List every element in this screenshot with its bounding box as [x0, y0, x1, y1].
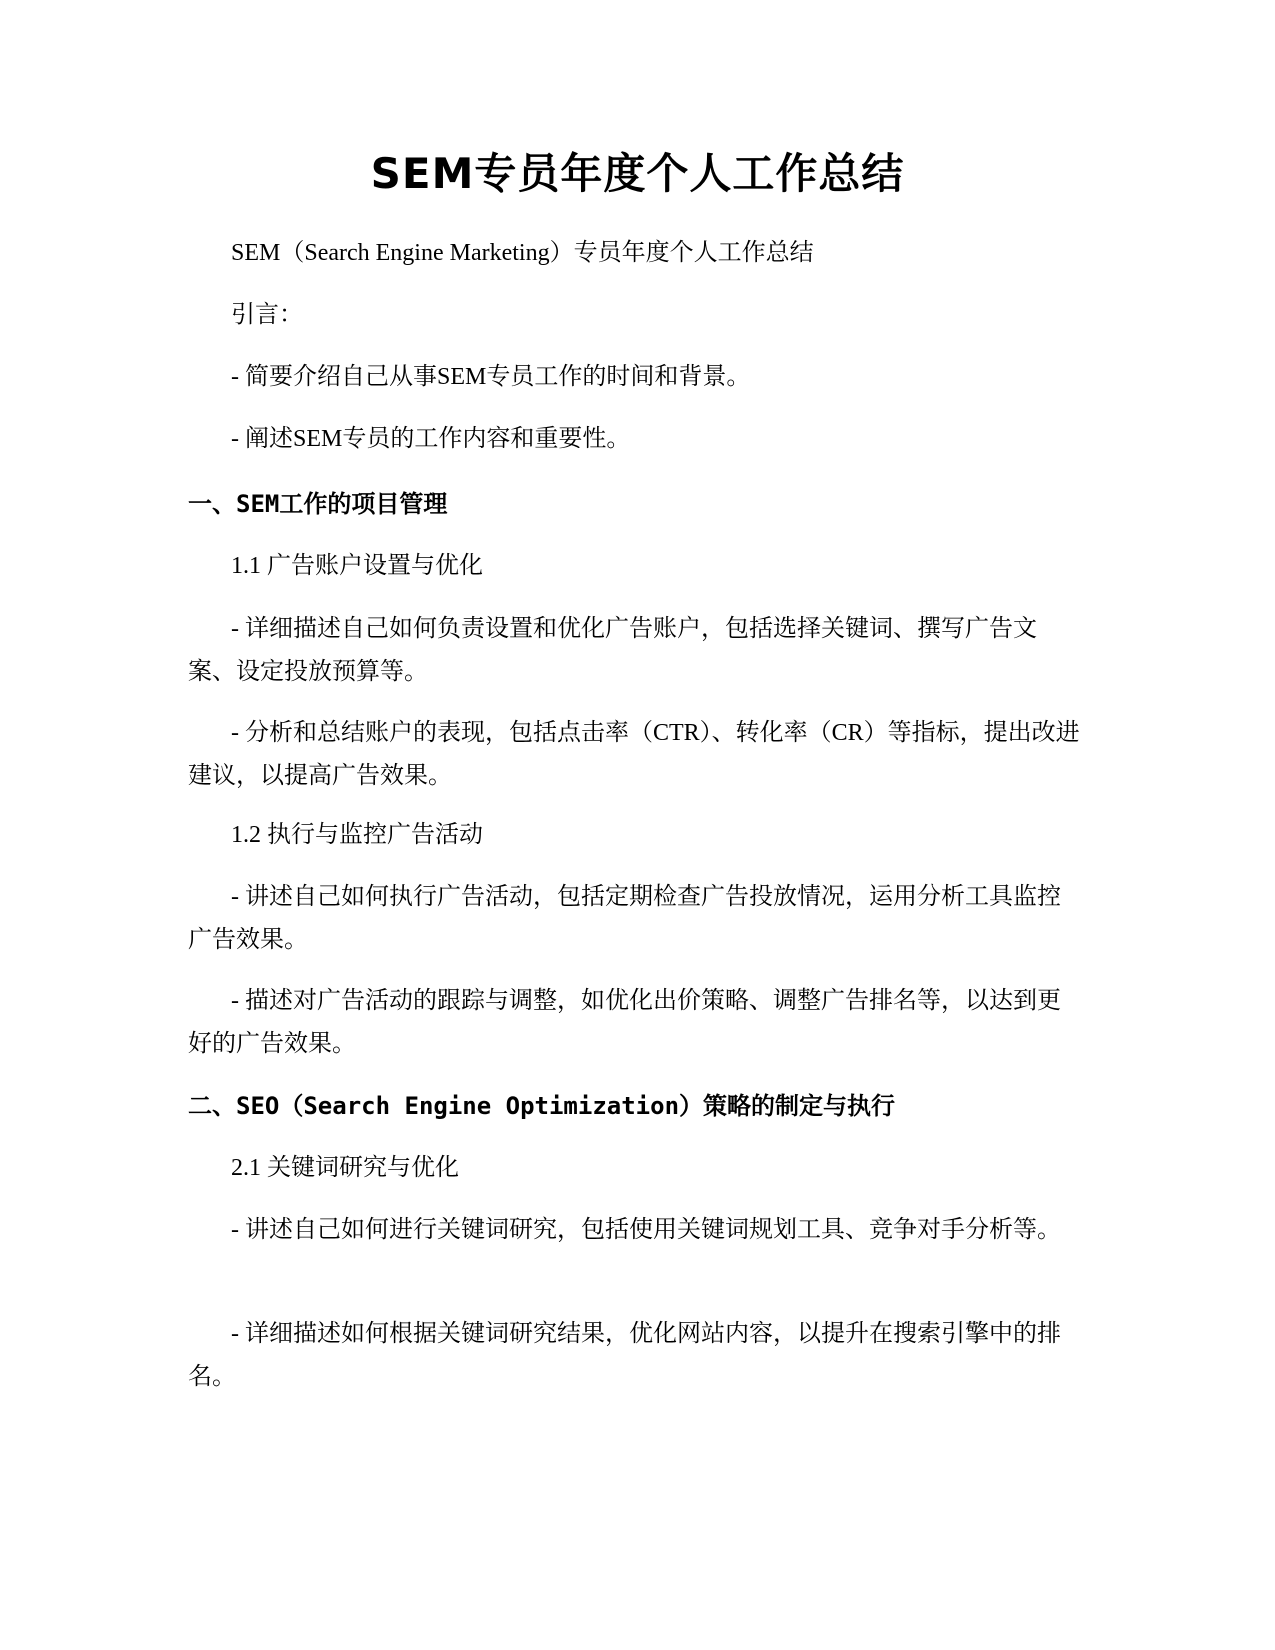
intro-item: - 简要介绍自己从事SEM专员工作的时间和背景。: [231, 364, 751, 390]
subsection-title: 1.1 广告账户设置与优化: [231, 553, 483, 579]
document-title: SEM专员年度个人工作总结: [370, 149, 905, 198]
list-item: - 详细描述自己如何负责设置和优化广告账户，包括选择关键词、撰写广告文案、设定投放预算等。: [188, 616, 1037, 685]
subsection-title: 2.1 关键词研究与优化: [231, 1155, 459, 1181]
intro-item: - 阐述SEM专员的工作内容和重要性。: [231, 426, 631, 452]
list-item: - 分析和总结账户的表现，包括点击率（CTR）、转化率（CR）等指标，提出改进建议，以提高广告效果。: [188, 720, 1080, 789]
section-heading: 二、SEO（Search Engine Optimization）策略的制定与执行: [188, 1092, 896, 1120]
list-item: - 讲述自己如何进行关键词研究，包括使用关键词规划工具、竞争对手分析等。: [231, 1217, 1061, 1243]
list-item: - 描述对广告活动的跟踪与调整，如优化出价策略、调整广告排名等，以达到更好的广告效果。: [188, 988, 1061, 1057]
list-item: - 讲述自己如何执行广告活动，包括定期检查广告投放情况，运用分析工具监控广告效果。: [188, 884, 1061, 953]
list-item: - 详细描述如何根据关键词研究结果，优化网站内容，以提升在搜索引擎中的排名。: [188, 1321, 1061, 1390]
section-heading: 一、SEM工作的项目管理: [188, 490, 448, 518]
intro-label: 引言：: [231, 302, 303, 328]
subsection-title: 1.2 执行与监控广告活动: [231, 822, 483, 848]
document-subtitle: SEM（Search Engine Marketing）专员年度个人工作总结: [231, 240, 814, 266]
